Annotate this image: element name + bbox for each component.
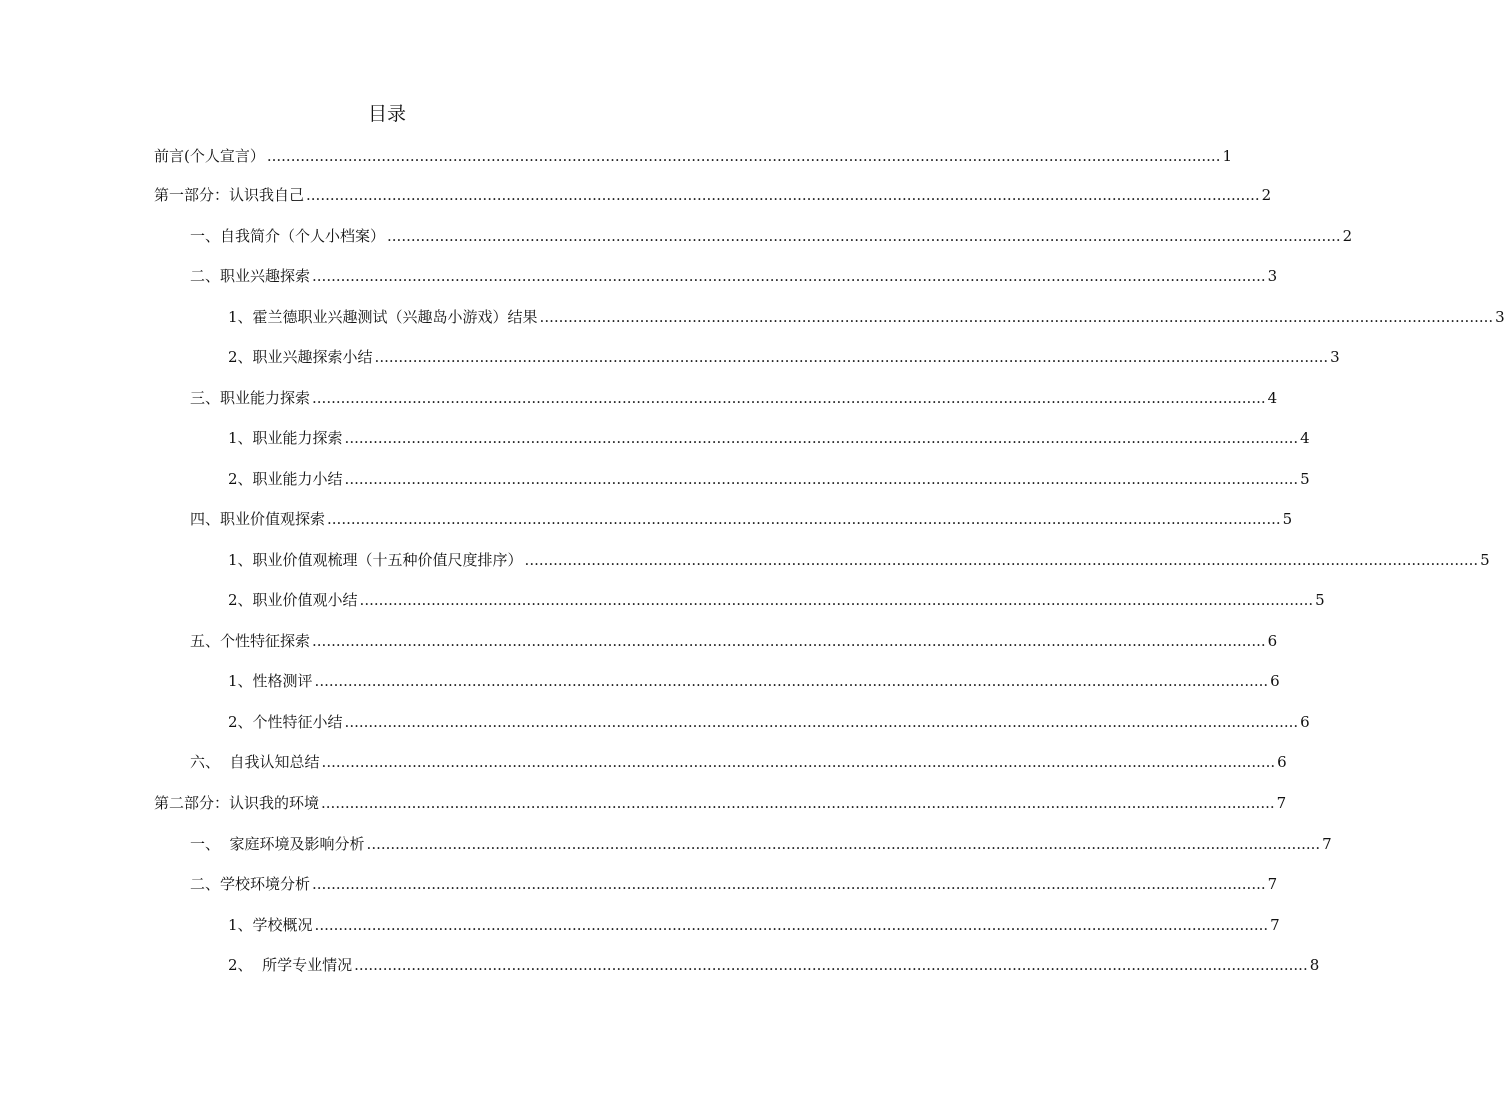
toc-entry-page: 5 <box>1315 591 1325 609</box>
toc-entry-school-overview[interactable] <box>228 914 1280 936</box>
toc-entry-label: 1、霍兰德职业兴趣测试（兴趣岛小游戏）结果 <box>228 308 538 326</box>
toc-entry-page: 6 <box>1300 713 1310 731</box>
toc-entry-ability-explore[interactable] <box>228 427 1310 449</box>
toc-entry-label: 二、学校环境分析 <box>190 875 311 893</box>
toc-entry-label: 三、职业能力探索 <box>190 389 311 407</box>
toc-leader-dots: ........................................................................................................................................................................................................ <box>312 632 1266 650</box>
toc-entry-career-interest[interactable] <box>190 265 1278 287</box>
toc-entry-label: 1、学校概况 <box>228 916 313 934</box>
toc-entry-page: 6 <box>1277 753 1287 771</box>
toc-entry-label: 1、职业能力探索 <box>228 429 343 447</box>
toc-entry-family-environment[interactable] <box>190 833 1332 855</box>
toc-entry-label: 一、 家庭环境及影响分析 <box>190 835 365 853</box>
toc-entry-personality-summary[interactable] <box>228 711 1310 733</box>
toc-entry-part-2[interactable] <box>154 792 1287 814</box>
toc-entry-label: 四、职业价值观探索 <box>190 510 326 528</box>
toc-entry-label: 2、 所学专业情况 <box>228 956 353 974</box>
toc-leader-dots: ........................................................................................................................................................................................................ <box>374 348 1329 366</box>
toc-entry-page: 7 <box>1322 835 1332 853</box>
toc-title: 目录 <box>367 103 406 125</box>
toc-entry-values-ranking[interactable] <box>228 549 1490 571</box>
toc-entry-page: 4 <box>1300 429 1310 447</box>
toc-entry-page: 6 <box>1267 632 1278 650</box>
toc-entry-career-ability[interactable] <box>190 387 1278 409</box>
toc-leader-dots: ........................................................................................................................................................................................................ <box>314 672 1269 690</box>
toc-leader-dots: ........................................................................................................................................................................................................ <box>321 753 1276 771</box>
toc-leader-dots: ........................................................................................................................................................................................................ <box>344 713 1299 731</box>
toc-entry-label: 2、职业价值观小结 <box>228 591 358 609</box>
toc-leader-dots: ........................................................................................................................................................................................................ <box>344 470 1299 488</box>
toc-entry-page: 7 <box>1267 875 1278 893</box>
toc-entry-page: 4 <box>1267 389 1278 407</box>
toc-entry-values-summary[interactable] <box>228 589 1325 611</box>
toc-entry-page: 5 <box>1282 510 1293 528</box>
toc-entry-personality-test[interactable] <box>228 670 1280 692</box>
toc-entry-page: 8 <box>1309 956 1320 974</box>
toc-entry-label: 1、性格测评 <box>228 672 313 690</box>
toc-leader-dots: ........................................................................................................................................................................................................ <box>387 227 1341 245</box>
toc-leader-dots: ........................................................................................................................................................................................................ <box>321 794 1275 812</box>
toc-entry-page: 3 <box>1267 267 1278 285</box>
toc-entry-label: 前言(个人宣言） <box>154 147 265 165</box>
toc-entry-interest-summary[interactable] <box>228 346 1340 368</box>
toc-entry-school-environment[interactable] <box>190 873 1278 895</box>
toc-entry-page: 7 <box>1270 916 1280 934</box>
toc-entry-label: 2、职业兴趣探索小结 <box>228 348 373 366</box>
toc-leader-dots: ........................................................................................................................................................................................................ <box>312 267 1266 285</box>
toc-entry-page: 2 <box>1342 227 1353 245</box>
toc-entry-personality[interactable] <box>190 630 1278 652</box>
toc-entry-page: 3 <box>1330 348 1340 366</box>
toc-leader-dots: ........................................................................................................................................................................................................ <box>266 147 1221 165</box>
toc-entry-career-values[interactable] <box>190 508 1293 530</box>
toc-leader-dots: ........................................................................................................................................................................................................ <box>314 916 1269 934</box>
toc-entry-label: 2、职业能力小结 <box>228 470 343 488</box>
toc-leader-dots: ........................................................................................................................................................................................................ <box>327 510 1281 528</box>
toc-entry-label: 2、个性特征小结 <box>228 713 343 731</box>
toc-entry-self-intro[interactable] <box>190 225 1353 247</box>
toc-entry-label: 六、 自我认知总结 <box>190 753 320 771</box>
toc-entry-page: 5 <box>1300 470 1310 488</box>
toc-entry-page: 1 <box>1222 147 1233 165</box>
toc-entry-page: 5 <box>1480 551 1490 569</box>
toc-leader-dots: ........................................................................................................................................................................................................ <box>354 956 1308 974</box>
toc-leader-dots: ........................................................................................................................................................................................................ <box>524 551 1479 569</box>
toc-entry-label: 一、自我简介（个人小档案） <box>190 227 386 245</box>
toc-entry-label: 第一部分：认识我自己 <box>154 186 305 204</box>
toc-entry-self-awareness-summary[interactable] <box>190 751 1287 773</box>
toc-entry-page: 3 <box>1495 308 1505 326</box>
toc-entry-label: 五、个性特征探索 <box>190 632 311 650</box>
toc-entry-page: 7 <box>1276 794 1287 812</box>
toc-entry-page: 2 <box>1261 186 1272 204</box>
toc-entry-holland-test[interactable] <box>228 306 1505 328</box>
toc-leader-dots: ........................................................................................................................................................................................................ <box>344 429 1299 447</box>
toc-leader-dots: ........................................................................................................................................................................................................ <box>312 389 1266 407</box>
toc-leader-dots: ........................................................................................................................................................................................................ <box>306 186 1260 204</box>
toc-entry-major-situation[interactable] <box>228 954 1320 976</box>
toc-entry-ability-summary[interactable] <box>228 468 1310 490</box>
toc-leader-dots: ........................................................................................................................................................................................................ <box>366 835 1321 853</box>
toc-leader-dots: ........................................................................................................................................................................................................ <box>359 591 1314 609</box>
toc-entry-page: 6 <box>1270 672 1280 690</box>
toc-entry-preface[interactable] <box>154 145 1233 167</box>
toc-entry-part-1[interactable] <box>154 184 1272 206</box>
toc-entry-label: 1、职业价值观梳理（十五种价值尺度排序） <box>228 551 523 569</box>
toc-entry-label: 二、职业兴趣探索 <box>190 267 311 285</box>
toc-entry-label: 第二部分：认识我的环境 <box>154 794 320 812</box>
toc-leader-dots: ........................................................................................................................................................................................................ <box>539 308 1494 326</box>
toc-leader-dots: ........................................................................................................................................................................................................ <box>312 875 1266 893</box>
